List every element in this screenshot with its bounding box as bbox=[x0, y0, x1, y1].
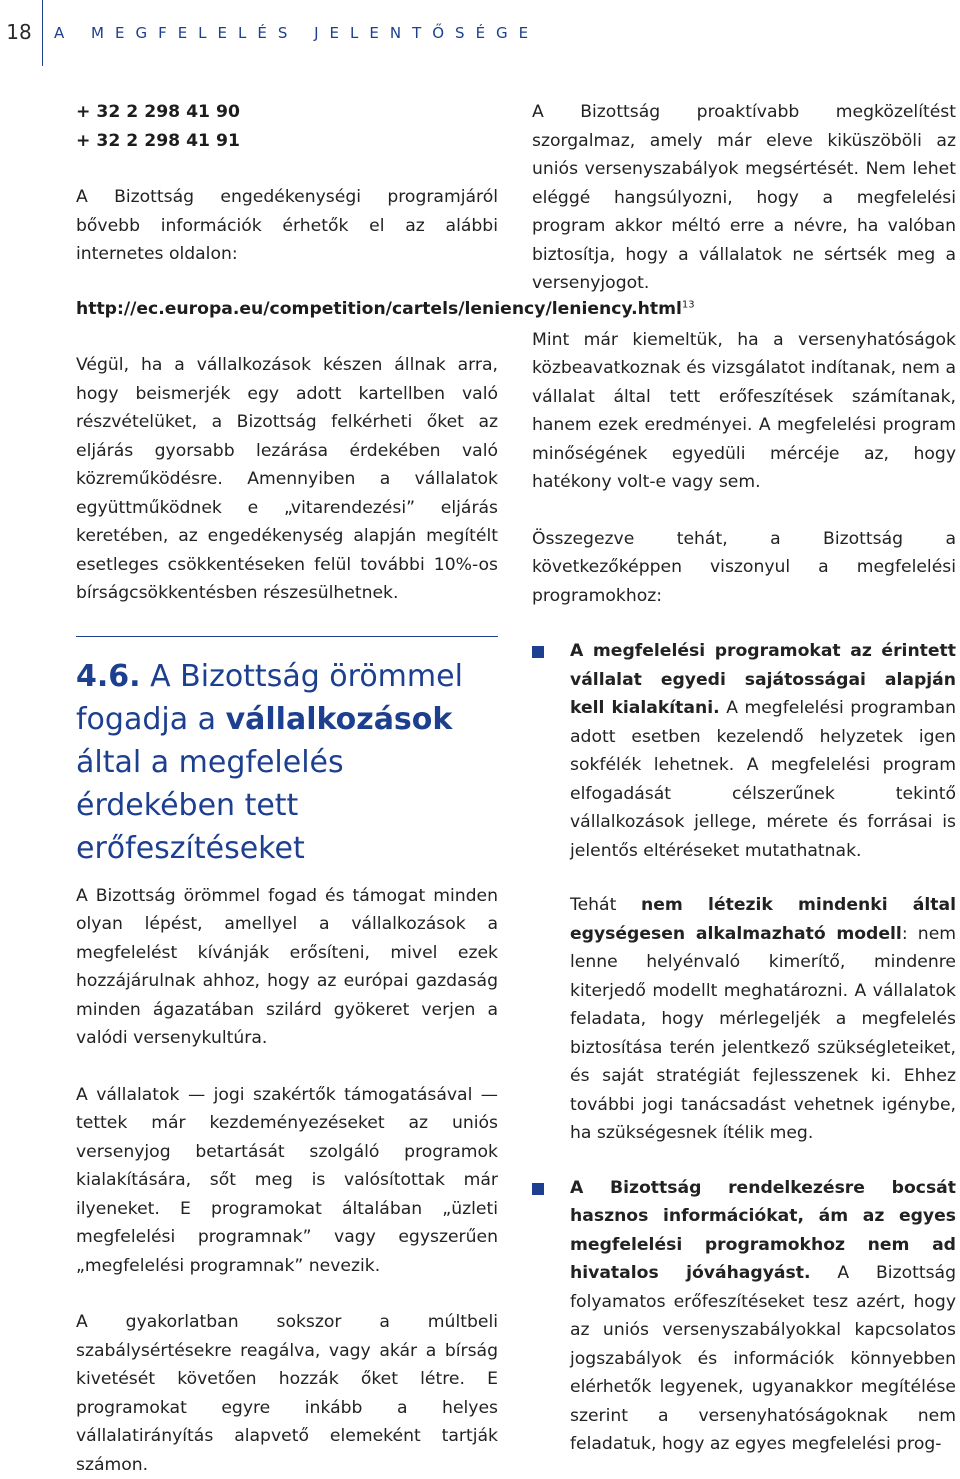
footnote-marker: 13 bbox=[681, 298, 695, 310]
bullet-1-text: A megfelelési programban adott esetben kezelendő helyzetek igen sokfélék lehetnek. A megfelelési program elfogadását célszerűnek tekintő vállalkozások jellege, mérete és forrásai is jelentős eltéréseket mutathatnak. bbox=[570, 698, 956, 861]
section-title-part-1: A Bizottság örömmel fogadja a bbox=[76, 658, 463, 737]
external-link-text[interactable]: http://ec.europa.eu/competition/cartels/leniency/leniency.html bbox=[76, 298, 682, 319]
list-item bbox=[532, 891, 956, 1148]
bullet-1-bold: A megfelelési programokat az érintett vállalat egyedi sajátosságai alapján kell kialakítani. bbox=[570, 641, 956, 718]
settlement-paragraph: Végül, ha a vállalkozások készen állnak arra, hogy beismerjék egy adott kartellben való részvételüket, a Bizottság felkérheti őket az eljárás gyorsabb lezárása érdekében való közreműködésre. Amennyiben a vállalatok együttműködnek e „vitarendezési” eljárás keretében, az engedékenység alapján megítélt esetleges csökkentéseken felül további 10%-os bírságcsökkentésben részesülhetnek. bbox=[76, 355, 498, 603]
square-bullet-icon bbox=[532, 646, 544, 658]
bullet-2-text: : nem lenne helyénvaló kimerítő, mindenre kiterjedő modellt meghatározni. A vállalatok feladata, hogy mérlegeljék a megfelelés biztosítása terén jelentkező szükségleteiket, és saját stratégiát fejlesszenek ki. Ehhez további jogi tanácsadást vehetnek igénybe, ha szükségesnek ítélik meg. bbox=[570, 923, 957, 1143]
section-number: 4.6. bbox=[76, 658, 141, 694]
contact-phone-1: + 32 2 298 41 90 bbox=[76, 102, 240, 122]
summary-paragraph: Összegezve tehát, a Bizottság a következőképpen viszonyul a megfelelési programokhoz: bbox=[532, 528, 956, 606]
initiatives-paragraph: A vállalatok — jogi szakértők támogatásával — tettek már kezdeményezéseket az uniós versenyjog betartását szolgáló programok kialakítására, sőt meg is valósítottak már ilyeneket. E programokat általában „üzleti megfelelési programnak” vagy egyszerűen „megfelelési programnak” nevezik. bbox=[76, 1084, 498, 1276]
contact-phone-2: + 32 2 298 41 91 bbox=[76, 130, 240, 151]
external-link[interactable] bbox=[76, 295, 695, 324]
running-title: A MEGFELELÉS JELENTŐSÉGE bbox=[54, 24, 540, 42]
compliance-bullet-list bbox=[532, 637, 956, 1459]
bullet-paragraph-1 bbox=[570, 637, 956, 865]
page-number: 18 bbox=[6, 20, 32, 44]
effectiveness-paragraph: Mint már kiemeltük, ha a versenyhatóságok közbeavatkoznak és vizsgálatot indítanak, nem a vállalat által tett erőfeszítések számítanak, hanem ezek eredményei. A megfelelési program minőségének egyedüli mércéje az, hogy hatékony volt-e vagy sem. bbox=[532, 329, 956, 492]
welcome-paragraph: A Bizottság örömmel fogad és támogat minden olyan lépést, amellyel a vállalkozások a megfelelést kívánják erősíteni, mivel ezek hozzájárulnak ahhoz, hogy az európai gazdaság minden ágazatában szilárd gyökeret verjen a valódi versenykultúra. bbox=[76, 885, 498, 1048]
square-bullet-icon bbox=[532, 1183, 544, 1195]
bullet-2-bold: nem létezik mindenki által egységesen alkalmazható modell bbox=[570, 895, 956, 944]
page-header bbox=[0, 0, 960, 66]
list-item bbox=[532, 637, 956, 865]
intro-paragraph: A Bizottság engedékenységi programjáról bővebb információk érhetők el az alábbi internetes oldalon: bbox=[76, 187, 498, 264]
bullet-3-text: A Bizottság folyamatos erőfeszítéseket tesz azért, hogy az uniós versenyszabályokkal kapcsolatos jogszabályok és információk könnyebben elérhetők legyenek, ugyanakkor megítélése szerint a versenyhatóságoknak nem feladatuk, hogy az egyes megfelelési prog- bbox=[570, 1263, 956, 1454]
section-title-part-2: által a megfelelés érdekében tett erőfeszítéseket bbox=[76, 744, 344, 866]
section-title-emphasis: vállalkozások bbox=[225, 701, 453, 737]
practice-paragraph: A gyakorlatban sokszor a múltbeli szabálysértésekre reagálva, vagy akár a bírság kivetését követően hozzák őket létre. E programokat egyre inkább a helyes vállalatirányítás alapvető elemeként tartják számon. bbox=[76, 1312, 498, 1475]
right-column bbox=[532, 98, 956, 1459]
section-divider bbox=[76, 636, 498, 637]
bullet-paragraph-2 bbox=[570, 891, 956, 1148]
proactive-paragraph: A Bizottság proaktívabb megközelítést szorgalmaz, amely már eleve kiküszöböli az uniós versenyszabályok megsértését. Nem lehet eléggé hangsúlyozni, hogy a megfelelési program akkor méltó erre a névre, ha valóban biztosítja, hogy a vállalatok ne sértsék meg a versenyjogot. bbox=[532, 102, 956, 293]
section-heading bbox=[76, 655, 498, 870]
header-divider bbox=[42, 0, 43, 66]
bullet-3-bold: A Bizottság rendelkezésre bocsát hasznos információkat, ám az egyes megfelelési programokhoz nem ad hivatalos jóváhagyást. bbox=[570, 1177, 956, 1283]
bullet-2-prefix: Tehát bbox=[570, 895, 642, 915]
